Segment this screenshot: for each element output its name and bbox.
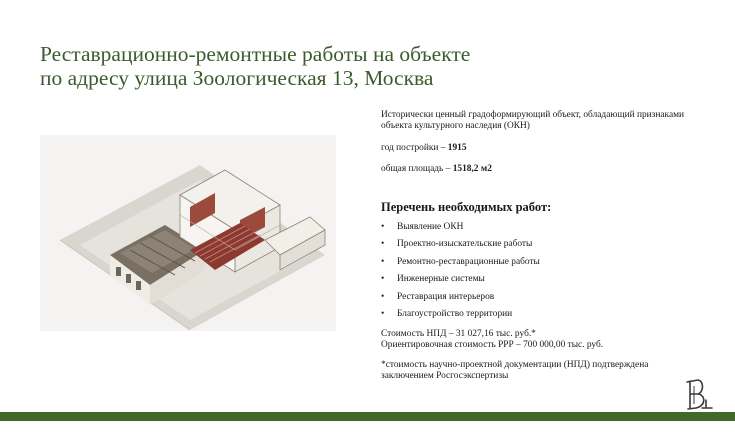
- bullet-icon: •: [381, 274, 385, 285]
- list-item-label: Реставрация интерьеров: [397, 291, 495, 302]
- npd-cost: Стоимость НПД – 31 027,16 тыс. руб.*: [381, 329, 536, 339]
- list-item: [381, 292, 701, 310]
- build-year: [381, 143, 701, 154]
- bullet-icon: •: [381, 309, 385, 320]
- list-item: [381, 222, 701, 240]
- works-list: [381, 222, 701, 328]
- object-description: Исторически ценный градоформирующий объект, обладающий признаками объекта культурного наследия (ОКН): [381, 110, 685, 131]
- total-area-value: 1518,2 м2: [452, 163, 492, 174]
- page-title: [40, 42, 600, 90]
- list-item-label: Проектно-изыскательские работы: [397, 239, 533, 250]
- title-line-1: Реставрационно-ремонтные работы на объекте: [40, 42, 471, 66]
- footnote-text: *стоимость научно-проектной документации (НПД) подтверждена заключением Росгосэкспертизы: [381, 360, 649, 381]
- list-item: [381, 274, 701, 292]
- list-item-label: Ремонтно-реставрационные работы: [397, 256, 540, 267]
- bullet-icon: •: [381, 291, 385, 302]
- list-item-label: Благоустройство территории: [397, 309, 513, 320]
- total-area: [381, 164, 701, 175]
- rrr-cost: Ориентировочная стоимость РРР – 700 000,00 тыс. руб.: [381, 339, 604, 350]
- list-item-label: Инженерные системы: [397, 274, 485, 285]
- total-area-label: общая площадь –: [381, 163, 453, 174]
- cost-block: [381, 329, 701, 350]
- building-cutaway-image: [40, 135, 336, 331]
- footer-bar: [0, 412, 735, 421]
- list-item: [381, 257, 701, 275]
- build-year-label: год постройки –: [381, 143, 448, 153]
- cost-footnote: [381, 360, 701, 381]
- bullet-icon: •: [381, 256, 385, 267]
- object-info: [381, 110, 701, 327]
- list-item: [381, 309, 701, 327]
- build-year-value: 1915: [447, 143, 467, 153]
- list-item: [381, 239, 701, 257]
- title-line-2: по адресу улица Зоологическая 13, Москва: [40, 66, 434, 90]
- works-list-title: Перечень необходимых работ:: [381, 200, 552, 214]
- bullet-icon: •: [381, 239, 385, 250]
- company-logo-icon: [684, 378, 714, 412]
- bullet-icon: •: [381, 221, 385, 232]
- list-item-label: Выявление ОКН: [397, 221, 464, 232]
